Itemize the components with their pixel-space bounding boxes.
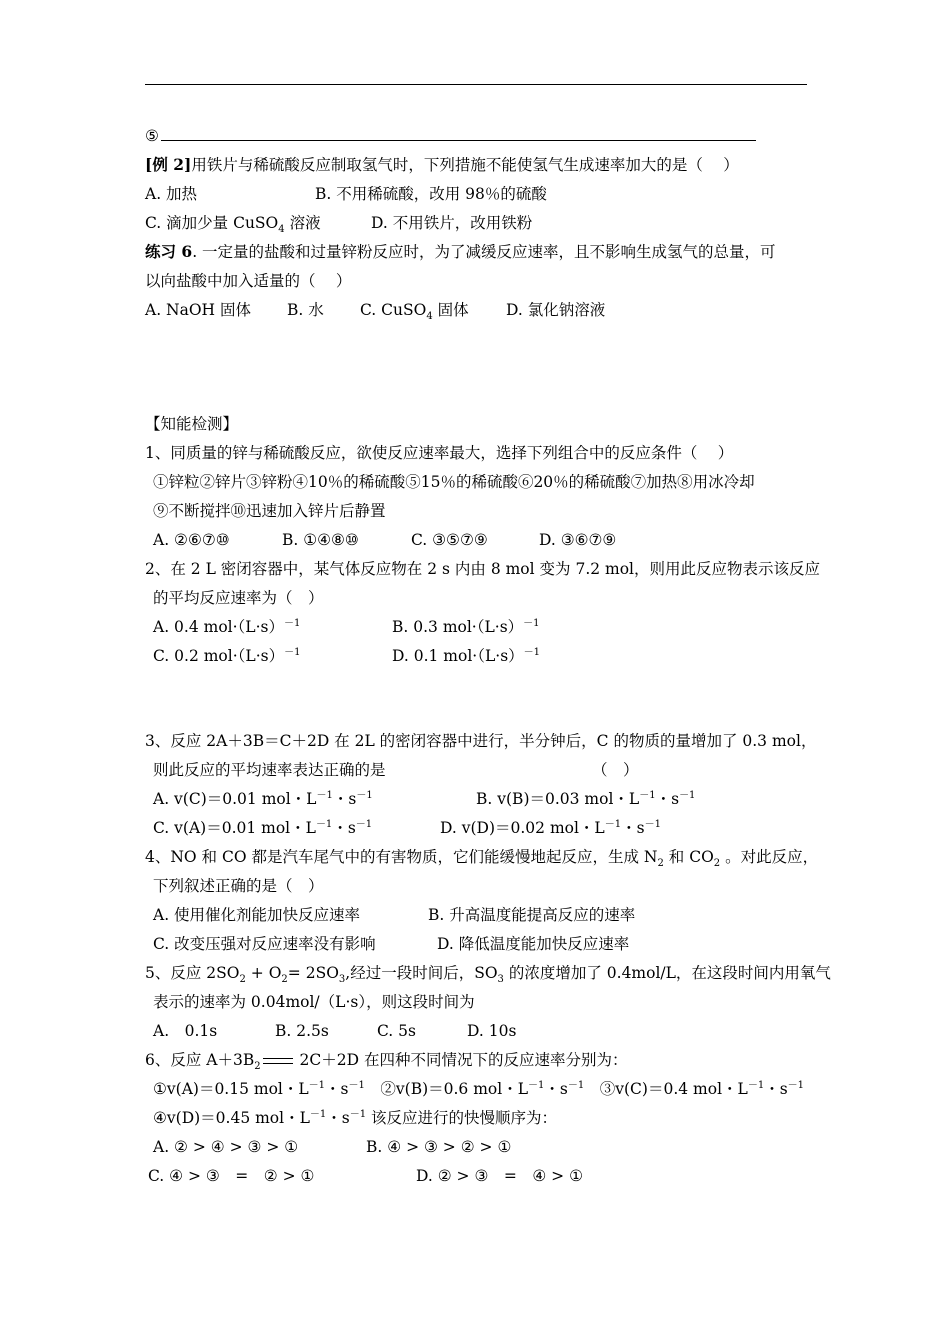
question-3-stem: 3、反应 2A＋3B＝C＋2D 在 2L 的密闭容器中进行，半分钟后，C 的物质的量增加了 0.3 mol，: [145, 732, 817, 750]
question-2-option-d: D. 0.1 $mol\cdot(L\cdot s)^{-1}$: [392, 646, 541, 665]
question-4-option-d: D. 降低温度能加快反应速率: [437, 935, 630, 953]
practice-6-stem: 练习 6. 一定量的盐酸和过量锌粉反应时，为了减缓反应速率，且不影响生成氢气的总量，可: [145, 242, 776, 261]
question-6-option-d: D. ② > ③ = ④ > ①: [416, 1167, 583, 1185]
question-2-option-b: B. 0.3 $mol\cdot(L\cdot s)^{-1}$: [392, 617, 540, 636]
equilibrium-arrow-icon: [261, 1055, 295, 1067]
question-1-option-d: D. ③⑥⑦⑨: [539, 531, 617, 549]
practice-6-option-d: D. 氯化钠溶液: [506, 301, 606, 319]
question-3-option-d: D. v(D)＝0.02 mol・$L^{-1}$・$s^{-1}$: [440, 818, 661, 837]
question-4-stem-2: 下列叙述正确的是（ ）: [153, 877, 324, 895]
question-1-conditions: ①锌粒②锌片③锌粉④10％的稀硫酸⑤15％的稀硫酸⑥20％的稀硫酸⑦加热⑧用冰冷却: [153, 473, 755, 491]
question-6-rates-2: ④v(D)＝0.45 mol・$L^{-1}$・$s^{-1}$ 该反应进行的快慢顺序为：: [153, 1108, 558, 1127]
question-2-stem-2: 的平均反应速率为（ ）: [153, 589, 324, 607]
question-1-option-a: A. ②⑥⑦⑩: [153, 531, 230, 549]
question-4-stem: 4、NO 和 CO 都是汽车尾气中的有害物质，它们能缓慢地起反应，生成 $N_2$ 和 $CO_2$ 。对此反应，: [145, 848, 819, 870]
question-3-option-b: B. v(B)＝0.03 mol・$L^{-1}$・$s^{-1}$: [476, 789, 696, 808]
question-3-option-c: C. v(A)＝0.01 mol・$L^{-1}$・$s^{-1}$: [153, 818, 373, 837]
question-2-stem: 2、在 2 L 密闭容器中，某气体反应物在 2 s 内由 8 mol 变为 7.2 mol，则用此反应物表示该反应: [145, 560, 821, 578]
practice-6-tag: 练习 6: [145, 242, 193, 261]
example-2-option-b: B. 不用稀硫酸，改用 98％的硫酸: [315, 185, 547, 203]
question-5-option-d: D. 10s: [467, 1022, 517, 1040]
question-4-option-a: A. 使用催化剂能加快反应速率: [153, 906, 361, 924]
answer-blank: [161, 126, 756, 141]
question-6-option-b: B. ④ > ③ > ② > ①: [366, 1138, 512, 1156]
example-2-option-c: C. 滴加少量 CuSO$_4$ 溶液: [145, 214, 321, 236]
question-5-option-b: B. 2.5s: [275, 1022, 329, 1040]
question-5-stem: 5、反应 $2SO_2 + O_2= 2SO_3$,经过一段时间后，$SO_3$ 的浓度增加了 0.4mol/L，在这段时间内用氧气: [145, 964, 831, 986]
question-2-option-a: A. 0.4 $mol\cdot(L\cdot s)^{-1}$: [153, 617, 301, 636]
question-5-option-c: C. 5s: [377, 1022, 416, 1040]
question-6-stem: 6、反应 $A+3B_2$ 2C＋2D 在四种不同情况下的反应速率分别为：: [145, 1051, 628, 1073]
question-2-option-c: C. 0.2 $mol\cdot(L\cdot s)^{-1}$: [153, 646, 301, 665]
section-title: 【知能检测】: [145, 415, 239, 433]
example-2-option-d: D. 不用铁片，改用铁粉: [371, 214, 533, 232]
question-3-stem-2: 则此反应的平均速率表达正确的是: [153, 761, 386, 779]
question-5-stem-2: 表示的速率为 0.04mol/（L·s），则这段时间为: [153, 993, 475, 1011]
question-1-option-b: B. ①④⑧⑩: [282, 531, 359, 549]
question-5-option-a: A. 0.1s: [153, 1022, 218, 1040]
question-4-option-c: C. 改变压强对反应速率没有影响: [153, 935, 376, 953]
example-2-option-a: A. 加热: [145, 185, 198, 203]
question-6-option-c: C. ④ > ③ = ② > ①: [148, 1167, 315, 1185]
example-2-tag: [例 2]: [145, 155, 192, 174]
question-1-stem: 1、同质量的锌与稀硫酸反应，欲使反应速率最大，选择下列组合中的反应条件（ ）: [145, 444, 734, 462]
practice-6-option-a: A. NaOH 固体: [145, 301, 252, 319]
practice-6-option-b: B. 水: [287, 301, 324, 319]
example-2-stem: [例 2]用铁片与稀硫酸反应制取氢气时，下列措施不能使氢气生成速率加大的是（ ）: [145, 155, 739, 174]
question-3-paren: （ ）: [592, 761, 639, 779]
answer-line-5: ⑤: [145, 126, 756, 146]
question-4-option-b: B. 升高温度能提高反应的速率: [428, 906, 636, 924]
header-rule: [145, 84, 807, 85]
question-6-option-a: A. ② > ④ > ③ > ①: [153, 1138, 299, 1156]
practice-6-option-c: C. CuSO$_4$ 固体: [360, 301, 469, 323]
practice-6-stem-2: 以向盐酸中加入适量的（ ）: [145, 272, 352, 290]
question-1-option-c: C. ③⑤⑦⑨: [411, 531, 488, 549]
question-6-rates-1: ①v(A)＝0.15 mol・$L^{-1}$・$s^{-1}$ ②v(B)＝0.6 mol・$L^{-1}$・$s^{-1}$ ③v(C)＝0.4 mol・$L^{-1}$・$s^{-1}$: [153, 1079, 805, 1098]
question-1-conditions-2: ⑨不断搅拌⑩迅速加入锌片后静置: [153, 502, 386, 520]
question-3-option-a: A. v(C)＝0.01 mol・$L^{-1}$・$s^{-1}$: [153, 789, 373, 808]
